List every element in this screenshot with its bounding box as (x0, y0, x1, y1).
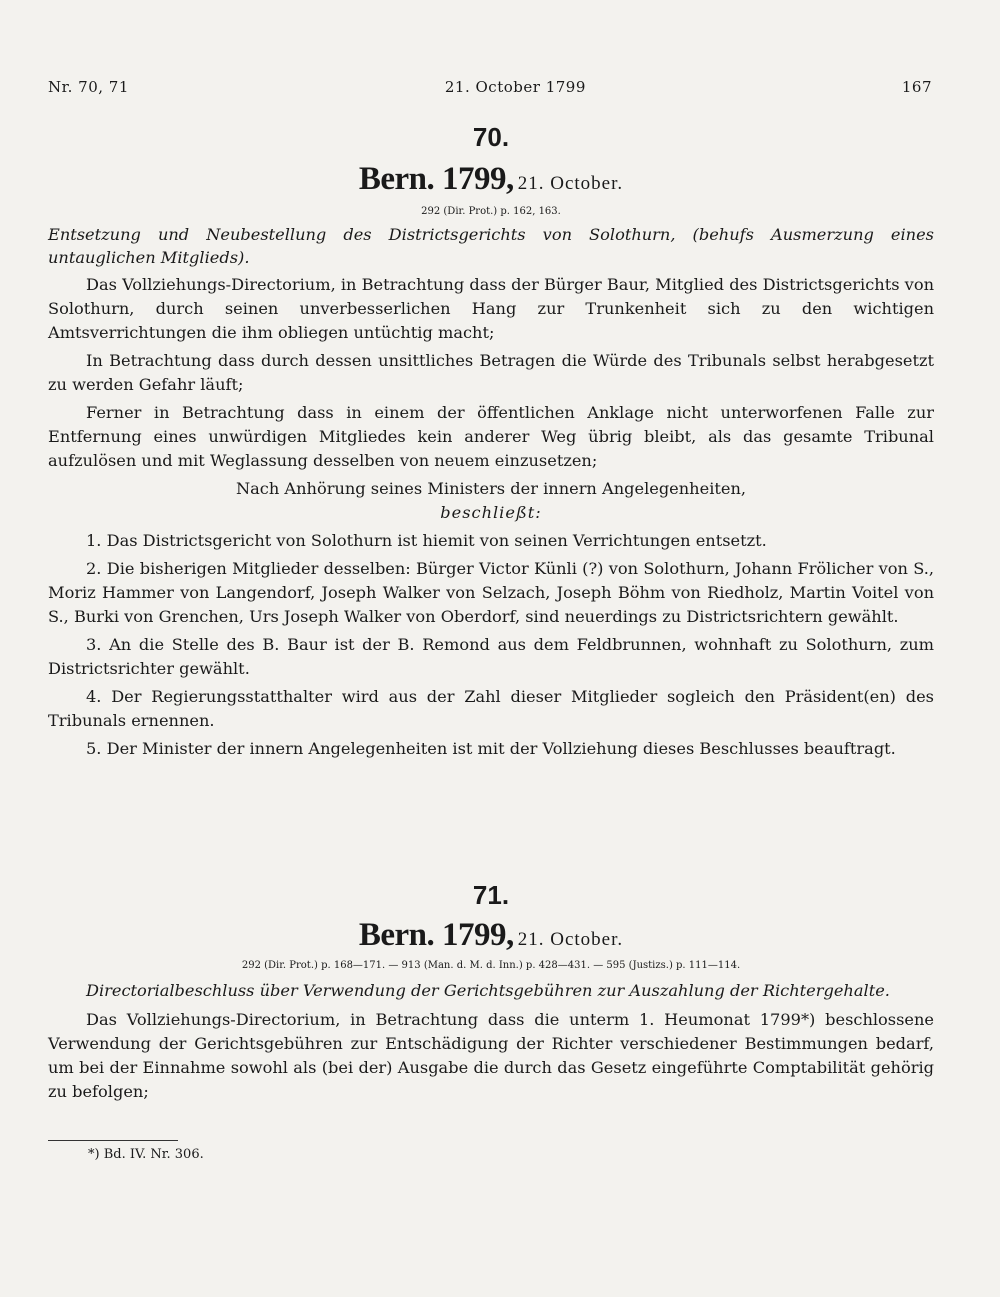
paragraph: In Betrachtung dass durch dessen unsittliches Betragen die Würde des Tribunals selbst herabgesetzt zu werden Gefahr läuft; (48, 351, 934, 394)
summary: Directorialbeschluss über Verwendung der Gerichtsgebühren zur Auszahlung der Richtergehalte. (86, 981, 890, 1000)
source-references: 292 (Dir. Prot.) p. 162, 163. (421, 206, 561, 217)
list-item: 5. Der Minister der innern Angelegenheiten ist mit der Vollziehung dieses Beschlusses beauftragt. (86, 739, 896, 758)
header-date: 21. October 1799 (444, 78, 586, 96)
doc-number: 71. (472, 880, 510, 910)
document-71 (48, 880, 934, 1104)
place-year: Bern. 1799, (358, 917, 514, 953)
footnote-area (48, 1140, 934, 1162)
footnote-rule (48, 1140, 178, 1141)
document-70 (48, 122, 934, 761)
dateline (48, 917, 934, 954)
list-item: 2. Die bisherigen Mitglieder desselben: Bürger Victor Künli (?) von Solothurn, Johann Frölicher von S., Moriz Hammer von Langendorf, Joseph Walker von Selzach, Joseph Böhm von Riedholz, Martin Voitel von S., Burki von Grenchen, Urs Joseph Walker von Oberdorf, sind neuerdings zu Districtsrichtern gewählt. (48, 559, 934, 626)
footnote: *) Bd. IV. Nr. 306. (88, 1147, 204, 1162)
list-item: 3. An die Stelle des B. Baur ist der B. Remond aus dem Feldbrunnen, wohnhaft zu Solothurn, zum Districtsrichter gewählt. (48, 635, 934, 678)
paragraph: Das Vollziehungs-Directorium, in Betrachtung dass die unterm 1. Heumonat 1799*) beschlossene Verwendung der Gerichtsgebühren zur Entschädigung der Richter verschiedener Bestimmungen bedarf, um bei der Einnahme sowohl als (bei der) Ausgabe die durch das Gesetz eingeführte Comptabilität gehörig zu befolgen; (48, 1010, 934, 1101)
source-references: 292 (Dir. Prot.) p. 168—171. — 913 (Man. d. M. d. Inn.) p. 428—431. — 595 (Justizs.) p. 111—114. (241, 960, 741, 971)
dateline (48, 161, 934, 198)
hearing-clause: Nach Anhörung seines Ministers der innern Angelegenheiten, (235, 479, 747, 498)
doc-number: 70. (472, 122, 510, 152)
header-doc-numbers: Nr. 70, 71 (48, 78, 129, 96)
date: 21. October. (517, 929, 624, 950)
resolution-word: beschließt: (440, 503, 542, 522)
summary: Entsetzung und Neubestellung des Districtsgerichts von Solothurn, (behufs Ausmerzung eines untauglichen Mitglieds). (48, 225, 934, 267)
list-item: 4. Der Regierungsstatthalter wird aus der Zahl dieser Mitglieder sogleich den Präsident(en) des Tribunals ernennen. (48, 687, 934, 730)
running-head (48, 78, 932, 96)
paragraph: Ferner in Betrachtung dass in einem der öffentlichen Anklage nicht unterworfenen Falle zur Entfernung eines unwürdigen Mitgliedes kein anderer Weg übrig bleibt, als das gesamte Tribunal aufzulösen und mit Weglassung desselben von neuem einzusetzen; (48, 403, 934, 470)
paragraph: Das Vollziehungs-Directorium, in Betrachtung dass der Bürger Baur, Mitglied des Districtsgerichts von Solothurn, durch seinen unverbesserlichen Hang zur Trunkenheit sich zu den wichtigen Amtsverrichtungen die ihm obliegen untüchtig macht; (48, 275, 934, 342)
date: 21. October. (517, 173, 624, 194)
page-number: 167 (901, 78, 932, 96)
list-item: 1. Das Districtsgericht von Solothurn ist hiemit von seinen Verrichtungen entsetzt. (86, 531, 767, 550)
place-year: Bern. 1799, (358, 161, 514, 197)
